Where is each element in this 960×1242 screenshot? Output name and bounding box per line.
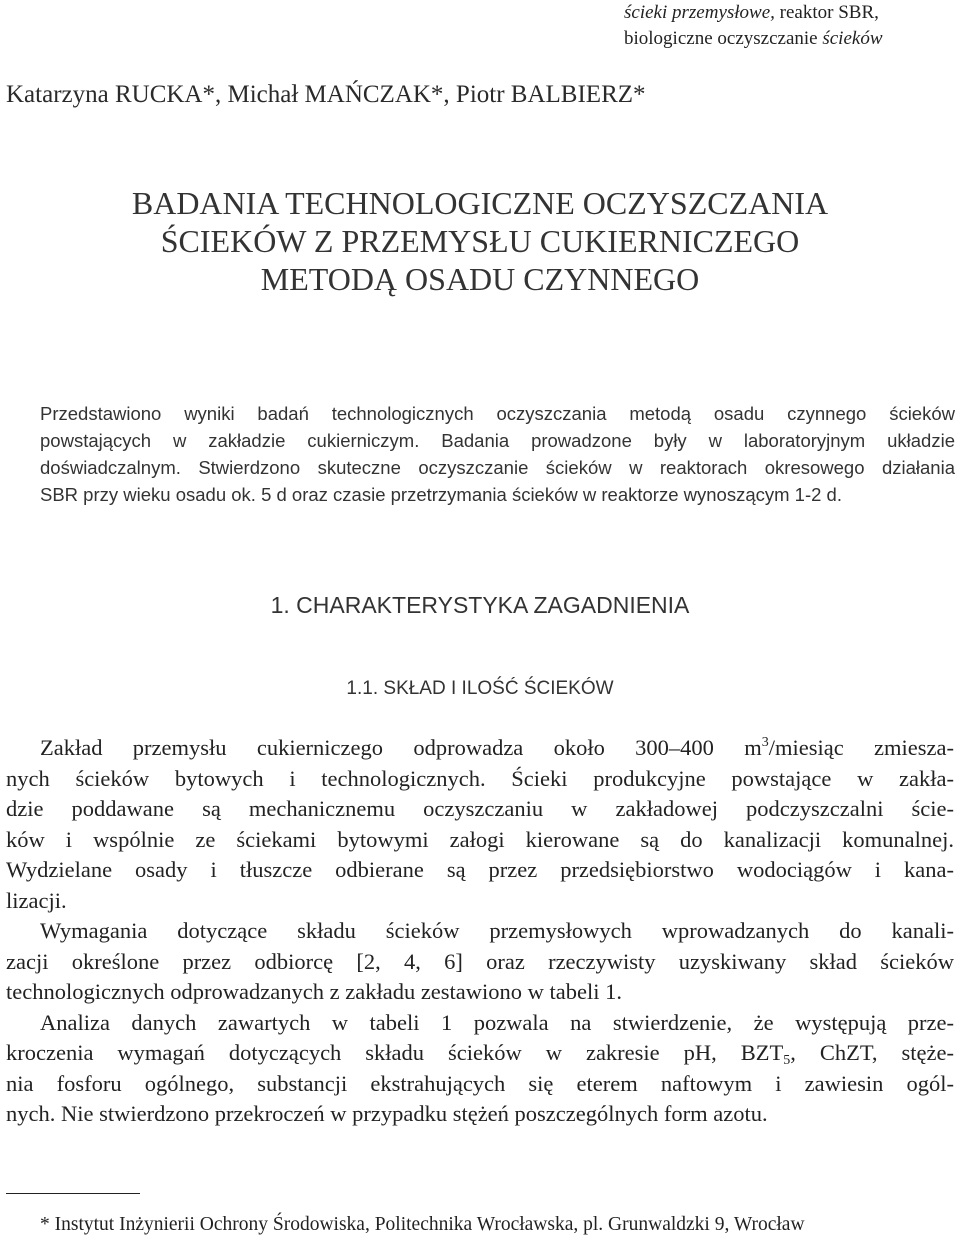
title-line: BADANIA TECHNOLOGICZNE OCZYSZCZANIA [131,185,829,221]
keyword-text: reaktor SBR, [774,2,879,23]
body-line: nych ścieków bytowych i technologicznych. Ścieki produkcyjne powstające w zakła- [6,765,954,791]
abstract-line: doświadczalnym. Stwierdzono skuteczne oczyszczanie ścieków w reaktorach okresowego działania [40,457,955,478]
paper-title [0,184,960,298]
body-text-run: kroczenia wymagań dotyczących składu ścieków w zakresie pH, BZT [6,1040,784,1065]
body-line: Wymagania dotyczące składu ścieków przemysłowych wprowadzanych do kanali- [40,918,954,943]
keyword-italic: ścieków [822,28,883,49]
body-line: lizacji. [6,887,67,913]
body-line: dzie poddawane są mechanicznemu oczyszczaniu w zakładowej podczyszczalni ście- [6,796,954,821]
body-text-run: , ChZT, stęże- [790,1040,954,1065]
subsection-heading: 1.1. SKŁAD I ILOŚĆ ŚCIEKÓW [346,678,614,699]
footnote: * Instytut Inżynierii Ochrony Środowiska, Politechnika Wrocławska, pl. Grunwaldzki 9, Wrocław [40,1214,805,1235]
keywords-line-1 [624,0,954,26]
title-line: ŚCIEKÓW Z PRZEMYSŁU CUKIERNICZEGO [160,223,800,259]
body-text [6,733,954,1130]
keywords-line-2 [624,26,954,52]
body-text-run: Zakład przemysłu cukierniczego odprowadza około 300–400 m [40,735,762,760]
abstract-line: powstających w zakładzie cukierniczym. Badania prowadzone były w laboratoryjnym układzie [40,430,955,451]
body-line: Wydzielane osady i tłuszcze odbierane są przez przedsiębiorstwo wodociągów i kana- [6,857,954,882]
keyword-italic: ścieki przemysłowe, [624,2,775,23]
body-line: Analiza danych zawartych w tabeli 1 pozwala na stwierdzenie, że występują prze- [40,1009,954,1035]
body-line: ków i wspólnie ze ściekami bytowymi załogi kierowane są do kanalizacji komunalnej. [6,826,954,852]
body-text-run: /miesiąc zmiesza- [768,735,955,760]
authors: Katarzyna RUCKA*, Michał MAŃCZAK*, Piotr BALBIERZ* [6,81,646,108]
subscript: 5 [783,1053,791,1068]
body-line: nia fosforu ogólnego, substancji ekstrahujących się eterem naftowym i zawiesin ogól- [6,1070,954,1096]
body-line [6,1038,954,1069]
keyword-text: biologiczne oczyszczanie [624,28,823,49]
title-line: METODĄ OSADU CZYNNEGO [260,261,700,297]
footnote-divider [6,1193,140,1194]
body-line [6,733,954,764]
body-line: nych. Nie stwierdzono przekroczeń w przypadku stężeń poszczególnych form azotu. [6,1101,768,1126]
abstract [40,400,955,508]
keywords [624,0,954,52]
superscript: 3 [761,735,769,750]
abstract-line: SBR przy wieku osadu ok. 5 d oraz czasie przetrzymania ścieków w reaktorze wynoszącym 1-2 d. [40,484,842,505]
section-heading: 1. CHARAKTERYSTYKA ZAGADNIENIA [270,592,690,618]
body-line: technologicznych odprowadzanych z zakładu zestawiono w tabeli 1. [6,979,623,1004]
body-line: zacji określone przez odbiorcę [2, 4, 6] oraz rzeczywisty uzyskiwany skład ścieków [6,948,954,974]
abstract-line: Przedstawiono wyniki badań technologicznych oczyszczania metodą osadu czynnego ścieków [40,403,955,424]
